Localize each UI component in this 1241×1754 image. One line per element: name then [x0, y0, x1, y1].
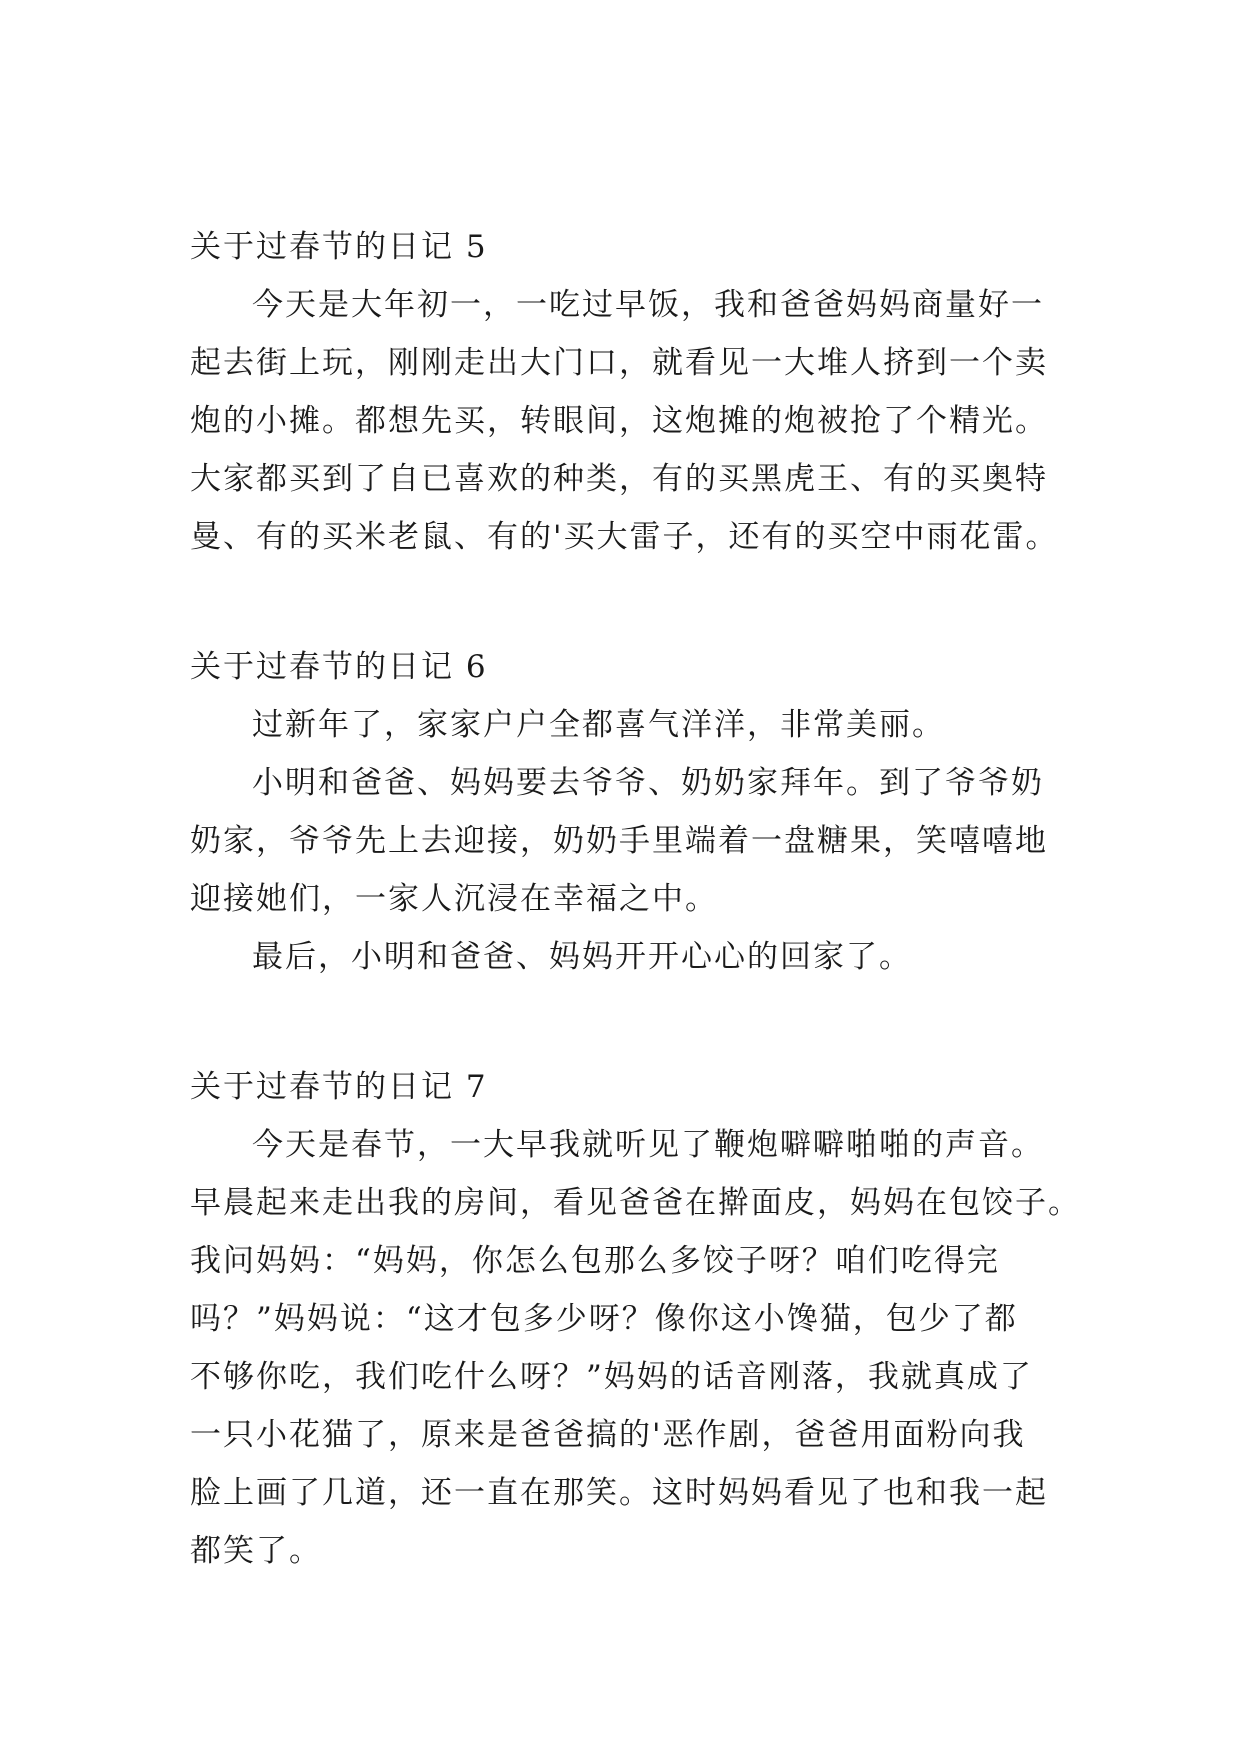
paragraph-line: 炮的小摊。都想先买，转眼间，这炮摊的炮被抢了个精光。	[190, 403, 1048, 439]
paragraph-line: 脸上画了几道，还一直在那笑。这时妈妈看见了也和我一起	[190, 1475, 1048, 1511]
paragraph-line: 早晨起来走出我的房间，看见爸爸在擀面皮，妈妈在包饺子。	[190, 1185, 1081, 1221]
paragraph-line: 今天是大年初一，一吃过早饭，我和爸爸妈妈商量好一	[252, 287, 1044, 323]
section-title: 关于过春节的日记 6	[190, 649, 488, 685]
section-title: 关于过春节的日记 7	[190, 1069, 488, 1105]
paragraph-line: 奶家，爷爷先上去迎接，奶奶手里端着一盘糖果，笑嘻嘻地	[190, 823, 1048, 859]
paragraph-line: 都笑了。	[190, 1533, 322, 1569]
paragraph-line: 今天是春节，一大早我就听见了鞭炮噼噼啪啪的声音。	[252, 1127, 1044, 1163]
diary-section-7	[190, 1058, 1081, 1580]
paragraph-line: 曼、有的买米老鼠、有的'买大雷子，还有的买空中雨花雷。	[190, 519, 1059, 555]
paragraph-line: 大家都买到了自已喜欢的种类，有的买黑虎王、有的买奥特	[190, 461, 1048, 497]
section-title: 关于过春节的日记 5	[190, 229, 488, 265]
paragraph-line: 最后，小明和爸爸、妈妈开开心心的回家了。	[252, 939, 912, 975]
paragraph-line: 小明和爸爸、妈妈要去爷爷、奶奶家拜年。到了爷爷奶	[252, 765, 1044, 801]
paragraph-line: 起去街上玩，刚刚走出大门口，就看见一大堆人挤到一个卖	[190, 345, 1048, 381]
paragraph-line: 吗？”妈妈说：“这才包多少呀？像你这小馋猫，包少了都	[190, 1301, 1018, 1337]
paragraph-line: 过新年了，家家户户全都喜气洋洋，非常美丽。	[252, 707, 945, 743]
paragraph-line: 一只小花猫了，原来是爸爸搞的'恶作剧，爸爸用面粉向我	[190, 1417, 1026, 1453]
diary-section-6	[190, 638, 1070, 986]
document-page	[190, 218, 1081, 1580]
paragraph-line: 不够你吃，我们吃什么呀？”妈妈的话音刚落，我就真成了	[190, 1359, 1033, 1395]
section-gap	[190, 986, 1070, 1058]
section-gap	[190, 566, 1070, 638]
diary-section-5	[190, 218, 1070, 566]
paragraph-line: 我问妈妈：“妈妈，你怎么包那么多饺子呀？咱们吃得完	[190, 1243, 1000, 1279]
paragraph-line: 迎接她们，一家人沉浸在幸福之中。	[190, 881, 718, 917]
